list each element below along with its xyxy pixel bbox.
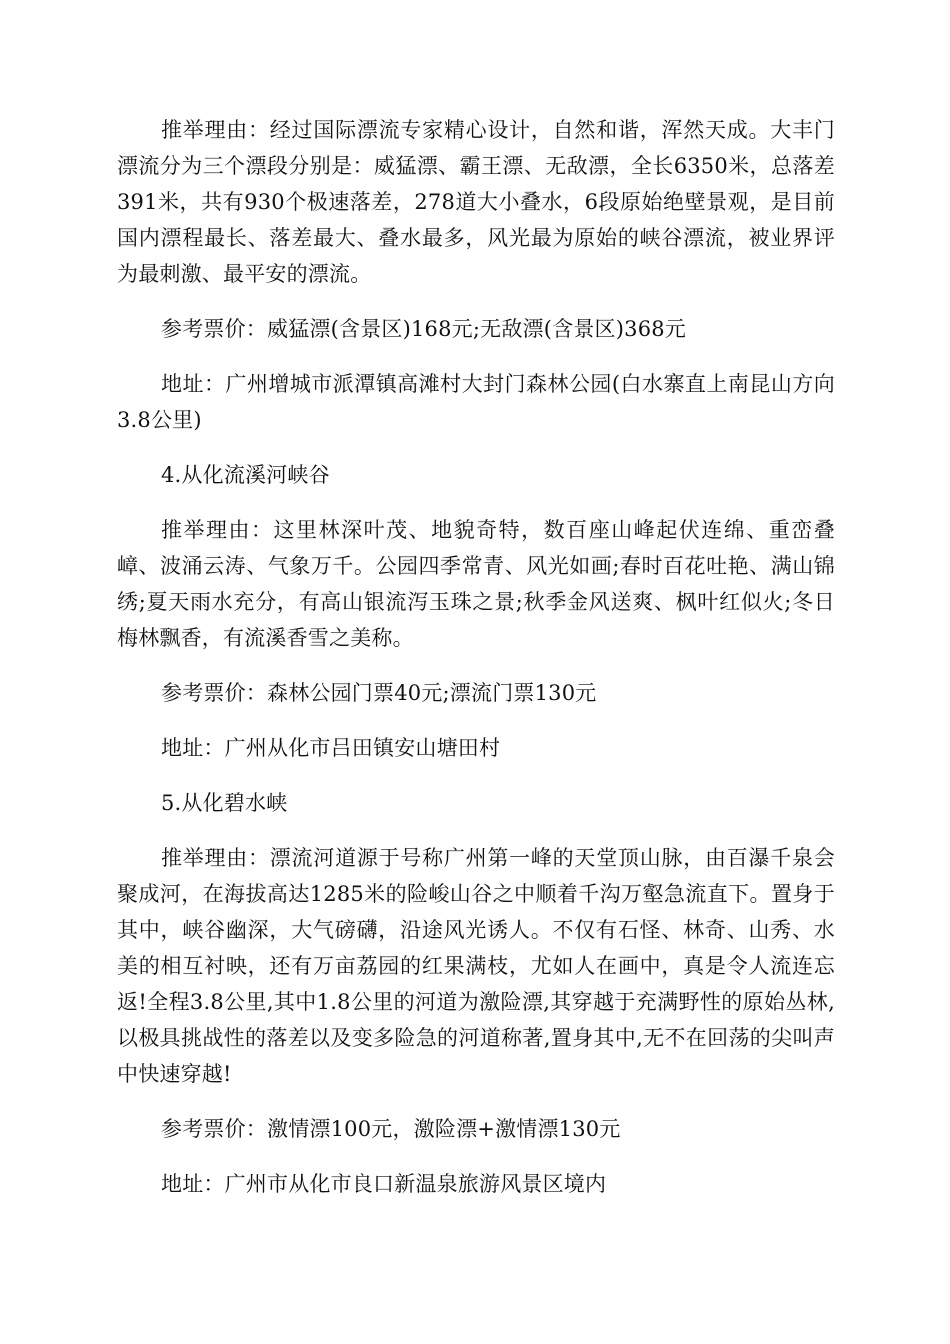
section-heading-4: 4.从化流溪河峡谷: [161, 463, 330, 487]
ticket-price-paragraph: 参考票价：激情漂100元，激险漂+激情漂130元: [161, 1117, 621, 1141]
address-paragraph: 地址：广州增城市派潭镇高滩村大封门森林公园(白水寨直上南昆山方向3.8公里): [117, 372, 835, 432]
address-paragraph: 地址：广州市从化市良口新温泉旅游风景区境内: [161, 1172, 607, 1196]
recommendation-paragraph: 推举理由：经过国际漂流专家精心设计，自然和谐，浑然天成。大丰门漂流分为三个漂段分别是：威猛漂、霸王漂、无敌漂，全长6350米，总落差391米，共有930个极速落差，278道大小叠水，6段原始绝壁景观，是目前国内漂程最长、落差最大、叠水最多，风光最为原始的峡谷漂流，被业界评为最刺激、最平安的漂流。: [117, 118, 835, 286]
section-heading-5: 5.从化碧水峡: [161, 791, 288, 815]
document-body: [117, 112, 835, 1221]
recommendation-paragraph: 推举理由：漂流河道源于号称广州第一峰的天堂顶山脉，由百瀑千泉会聚成河，在海拔高达1285米的险峻山谷之中顺着千沟万壑急流直下。置身于其中，峡谷幽深，大气磅礴，沿途风光诱人。不仅有石怪、林奇、山秀、水美的相互衬映，还有万亩荔园的红果满枝，尤如人在画中，真是令人流连忘返!全程3.8公里,其中1.8公里的河道为激险漂,其穿越于充满野性的原始丛林,以极具挑战性的落差以及变多险急的河道称著,置身其中,无不在回荡的尖叫声中快速穿越!: [117, 846, 835, 1086]
address-paragraph: 地址：广州从化市吕田镇安山塘田村: [161, 736, 501, 760]
ticket-price-paragraph: 参考票价：森林公园门票40元;漂流门票130元: [161, 681, 597, 705]
recommendation-paragraph: 推举理由：这里林深叶茂、地貌奇特，数百座山峰起伏连绵、重峦叠嶂、波涌云涛、气象万千。公园四季常青、风光如画;春时百花吐艳、满山锦绣;夏天雨水充分，有高山银流泻玉珠之景;秋季金风送爽、枫叶红似火;冬日梅林飘香，有流溪香雪之美称。: [117, 518, 835, 650]
ticket-price-paragraph: 参考票价：威猛漂(含景区)168元;无敌漂(含景区)368元: [161, 317, 687, 341]
